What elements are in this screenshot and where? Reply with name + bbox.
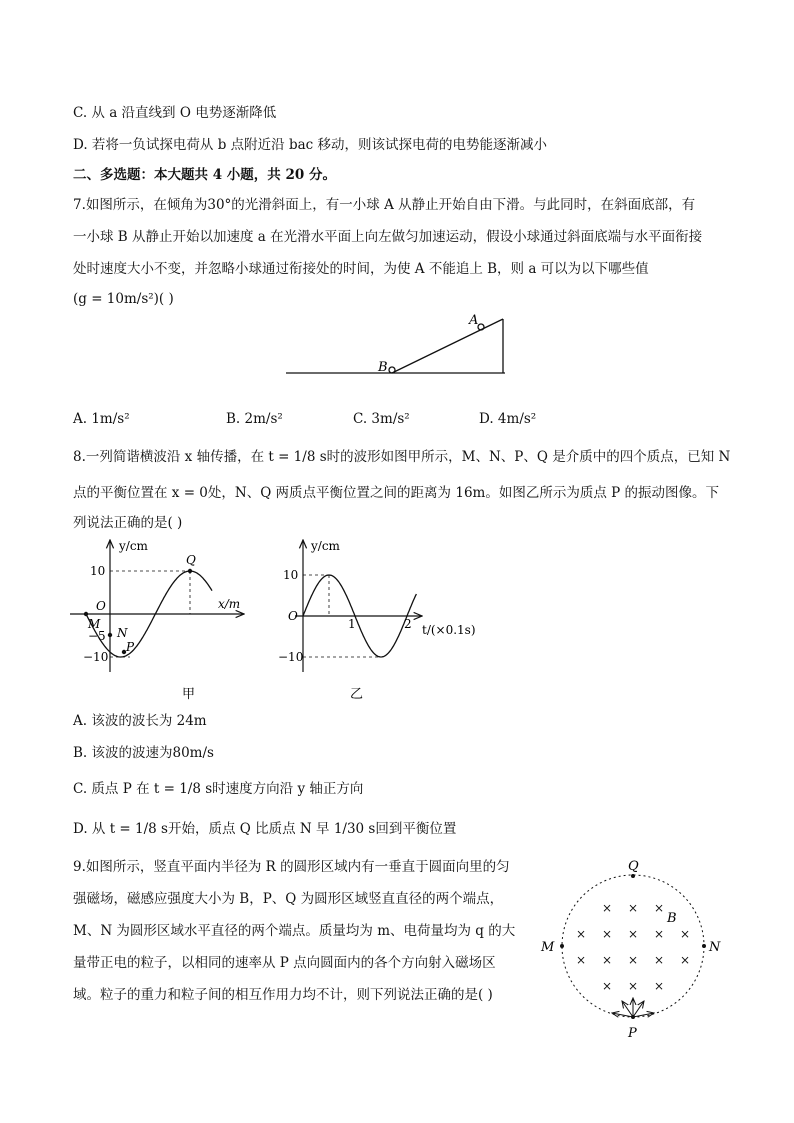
q7-option-a: A. 1m/s²	[73, 411, 130, 427]
q9-line-2: 强磁场，磁感应强度大小为 B，P、Q 为圆形区域竖直直径的两个端点，	[73, 891, 504, 907]
field-cross-mark: ×	[628, 901, 639, 915]
q8-option-d: D. 从 t = 1/8 s开始，质点 Q 比质点 N 早 1/30 s回到平衡位置	[73, 821, 457, 837]
field-crosses	[576, 901, 690, 993]
jia-tick-m5: −5	[88, 629, 106, 643]
label-q: Q	[628, 859, 639, 874]
jia-wave-curve	[86, 571, 212, 657]
field-cross-mark: ×	[680, 953, 691, 967]
yi-tick-m10: −10	[278, 650, 304, 664]
field-boundary	[562, 875, 704, 1017]
point-p-dot	[631, 1015, 635, 1019]
incline-diagram	[286, 319, 505, 373]
jia-label-p: P	[126, 640, 135, 654]
jia-point-m	[84, 612, 88, 616]
q8-option-c: C. 质点 P 在 t = 1/8 s时速度方向沿 y 轴正方向	[73, 781, 364, 797]
label-b-field: B	[667, 911, 677, 926]
jia-tick-m10: −10	[83, 650, 109, 664]
q7-line-4: (g = 10m/s²)( )	[73, 291, 174, 307]
section-heading: 二、多选题：本大题共 4 小题，共 20 分。	[73, 167, 336, 183]
yi-xlabel: t/(×0.1s)	[422, 623, 476, 637]
jia-caption: 甲	[182, 687, 196, 702]
field-cross-mark: ×	[628, 979, 639, 993]
ball-a	[478, 324, 484, 330]
option-c-text: C. 从 a 沿直线到 O 电势逐渐降低	[73, 105, 277, 121]
label-n: N	[709, 940, 721, 955]
yi-tick-2: 2	[404, 617, 412, 631]
field-cross-mark: ×	[602, 953, 613, 967]
point-m-dot	[560, 944, 564, 948]
q8-option-b: B. 该波的波速为80m/s	[73, 745, 214, 761]
q8-option-a: A. 该波的波长为 24m	[73, 713, 207, 729]
field-cross-mark: ×	[602, 979, 613, 993]
field-cross-mark: ×	[654, 901, 665, 915]
yi-tick-10: 10	[283, 568, 299, 582]
ball-b	[389, 367, 395, 373]
label-a: A	[469, 313, 479, 328]
q9-line-4: 量带正电的粒子，以相同的速率从 P 点向圆面内的各个方向射入磁场区	[73, 955, 496, 971]
yi-sine-curve	[303, 575, 416, 657]
field-cross-mark: ×	[654, 927, 665, 941]
yi-caption: 乙	[350, 687, 364, 702]
jia-ylabel: y/cm	[119, 539, 148, 553]
field-cross-mark: ×	[654, 979, 665, 993]
q9-line-3: M、N 为圆形区域水平直径的两个端点。质量均为 m、电荷量均为 q 的大	[73, 923, 516, 939]
label-b: B	[378, 360, 388, 375]
q9-line-5: 域。粒子的重力和粒子间的相互作用力均不计，则下列说法正确的是( )	[73, 987, 493, 1003]
jia-label-o: O	[96, 599, 106, 613]
jia-label-n: N	[117, 626, 128, 640]
jia-point-q	[188, 569, 192, 573]
yi-label-o: O	[288, 609, 298, 623]
q7-option-d: D. 4m/s²	[479, 411, 537, 427]
point-n-dot	[702, 944, 706, 948]
field-cross-mark: ×	[576, 927, 587, 941]
jia-label-q: Q	[186, 553, 196, 567]
point-q-dot	[631, 874, 635, 878]
field-cross-mark: ×	[680, 927, 691, 941]
incline-slope	[392, 319, 503, 373]
label-m: M	[541, 940, 555, 955]
field-cross-mark: ×	[576, 953, 587, 967]
field-cross-mark: ×	[602, 927, 613, 941]
q7-option-b: B. 2m/s²	[226, 411, 283, 427]
jia-point-n	[108, 633, 112, 637]
q7-option-c: C. 3m/s²	[353, 411, 410, 427]
q8-line-2: 点的平衡位置在 x = 0处，N、Q 两质点平衡位置之间的距离为 16m。如图乙所示为质点 P 的振动图像。下	[73, 485, 719, 501]
q7-line-3: 处时速度大小不变，并忽略小球通过衔接处的时间，为使 A 不能追上 B，则 a 可以为以下哪些值	[73, 261, 649, 277]
q9-line-1: 9.如图所示，竖直平面内半径为 R 的圆形区域内有一垂直于圆面向里的匀	[73, 859, 510, 875]
jia-point-p	[122, 650, 126, 654]
q8-line-1: 8.一列简谐横波沿 x 轴传播，在 t = 1/8 s时的波形如图甲所示，M、N、P、Q 是介质中的四个质点，已知 N	[73, 449, 731, 465]
jia-tick-10: 10	[90, 564, 106, 578]
yi-ylabel: y/cm	[311, 539, 340, 553]
q8-line-3: 列说法正确的是( )	[73, 515, 183, 531]
label-p: P	[628, 1026, 637, 1041]
jia-xlabel: x/m	[218, 597, 241, 611]
option-d-text: D. 若将一负试探电荷从 b 点附近沿 bac 移动，则该试探电荷的电势能逐渐减小	[73, 137, 547, 153]
yi-tick-1: 1	[348, 617, 356, 631]
field-cross-mark: ×	[628, 927, 639, 941]
field-cross-mark: ×	[628, 953, 639, 967]
q7-line-2: 一小球 B 从静止开始以加速度 a 在光滑水平面上向左做匀加速运动，假设小球通过斜面底端与水平面衔接	[73, 229, 703, 245]
q7-line-1: 7.如图所示，在倾角为30°的光滑斜面上，有一小球 A 从静止开始自由下滑。与此同时，在斜面底部，有	[73, 197, 696, 213]
velocity-arrows	[612, 998, 654, 1017]
field-cross-mark: ×	[602, 901, 613, 915]
field-cross-mark: ×	[654, 953, 665, 967]
jia-label-m: M	[88, 617, 101, 631]
